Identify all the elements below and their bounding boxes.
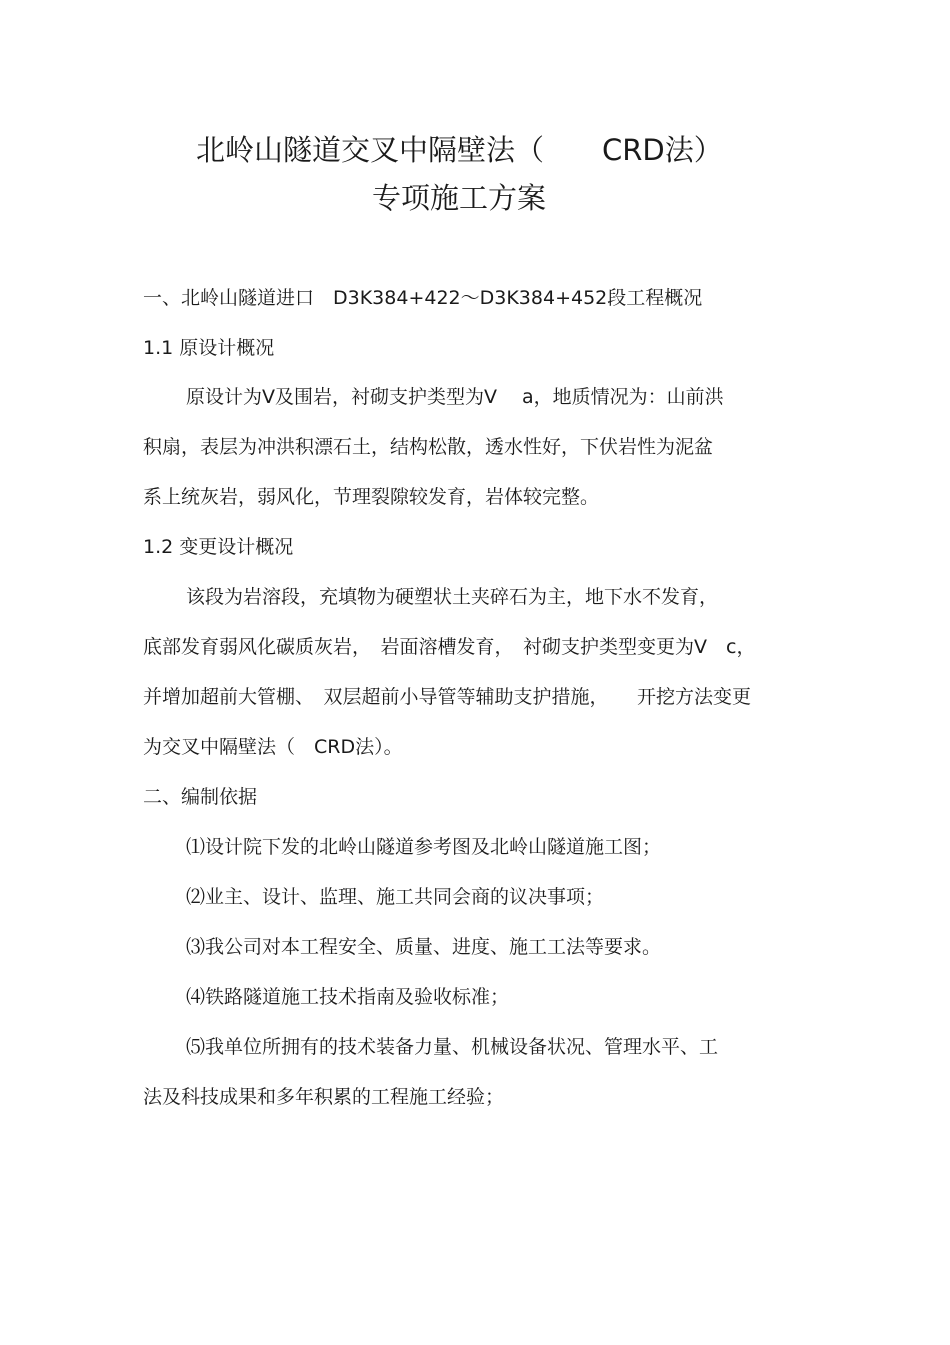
section1-heading: 一、北岭山隧道进口 D3K384+422～D3K384+452段工程概况: [143, 287, 703, 309]
paragraph-line: 系上统灰岩，弱风化，节理裂隙较发育，岩体较完整。: [143, 486, 600, 508]
paragraph-line: 并增加超前大管棚、 双层超前小导管等辅助支护措施， 开挖方法变更: [143, 686, 752, 708]
document-title-line2: 专项施工方案: [372, 181, 547, 215]
paragraph-line: 积扇，表层为冲洪积漂石土，结构松散，透水性好，下伏岩性为泥盆: [143, 436, 714, 458]
section2-heading: 二、编制依据: [143, 786, 258, 808]
paragraph-line: 原设计为Ⅴ及围岩，衬砌支护类型为Ⅴ a，地质情况为：山前洪: [186, 386, 724, 408]
list-item: ⑸我单位所拥有的技术装备力量、机械设备状况、管理水平、工: [186, 1036, 719, 1058]
paragraph-line: 底部发育弱风化碳质灰岩， 岩面溶槽发育， 衬砌支护类型变更为Ⅴ c，: [143, 636, 756, 658]
document-title-line1: 北岭山隧道交叉中隔壁法（ CRD法）: [196, 133, 723, 167]
list-item: ⑵业主、设计、监理、施工共同会商的议决事项；: [186, 886, 605, 908]
list-item: ⑷铁路隧道施工技术指南及验收标准；: [186, 986, 510, 1008]
paragraph-line: 为交叉中隔壁法（ CRD法）。: [143, 736, 403, 758]
subsection-1-1-heading: 1.1 原设计概况: [143, 337, 275, 359]
list-item: ⑴设计院下发的北岭山隧道参考图及北岭山隧道施工图；: [186, 836, 662, 858]
subsection-1-2-heading: 1.2 变更设计概况: [143, 536, 294, 558]
list-item: ⑶我公司对本工程安全、质量、进度、施工工法等要求。: [186, 936, 662, 958]
list-item-continuation: 法及科技成果和多年积累的工程施工经验；: [143, 1086, 505, 1108]
paragraph-line: 该段为岩溶段，充填物为硬塑状土夹碎石为主，地下水不发育，: [186, 586, 719, 608]
